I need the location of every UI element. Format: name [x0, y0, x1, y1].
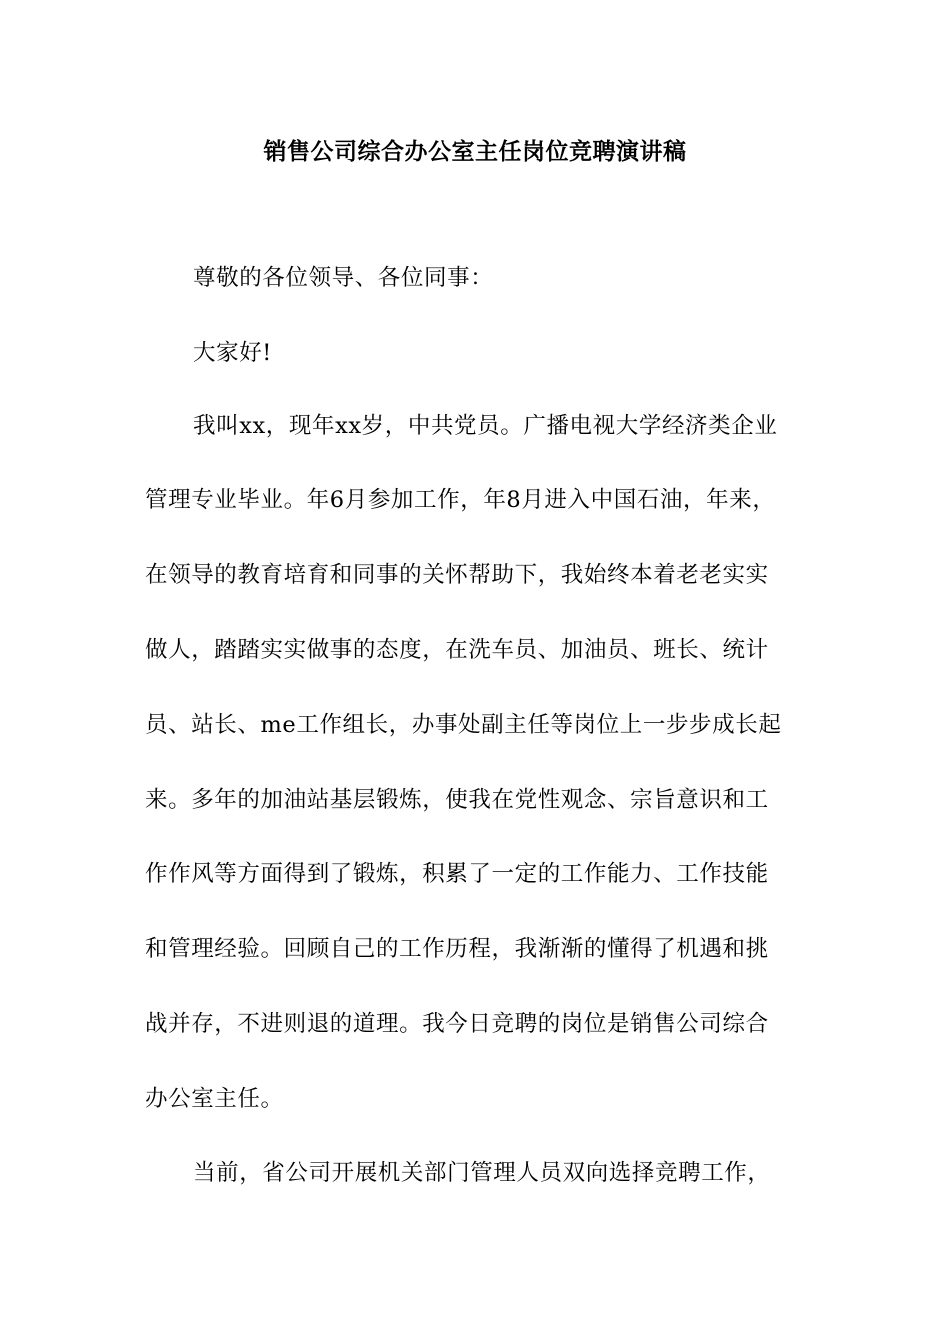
body-line: 战并存，不进则退的道理。我今日竞聘的岗位是销售公司综合 [145, 1011, 769, 1037]
greeting-line: 大家好! [193, 340, 272, 366]
body-line: 办公室主任。 [145, 1086, 284, 1112]
body-line: 我叫xx，现年xx岁，中共党员。广播电视大学经济类企业 [193, 413, 778, 439]
body-line: 员、站长、me工作组长，办事处副主任等岗位上一步步成长起 [145, 712, 782, 738]
body-line: 和管理经验。回顾自己的工作历程，我渐渐的懂得了机遇和挑 [145, 936, 769, 962]
body-line: 在领导的教育培育和同事的关怀帮助下，我始终本着老老实实 [145, 562, 769, 588]
body-line: 当前，省公司开展机关部门管理人员双向选择竞聘工作， [193, 1160, 771, 1186]
body-line: 做人，踏踏实实做事的态度，在洗车员、加油员、班长、统计 [145, 637, 769, 663]
body-line: 来。多年的加油站基层锻炼，使我在党性观念、宗旨意识和工 [145, 787, 769, 813]
document-title: 销售公司综合办公室主任岗位竞聘演讲稿 [263, 139, 687, 165]
body-line: 作作风等方面得到了锻炼，积累了一定的工作能力、工作技能 [145, 861, 769, 887]
salutation-line: 尊敬的各位领导、各位同事： [193, 265, 494, 291]
body-line: 管理专业毕业。年6月参加工作，年8月进入中国石油，年来， [145, 487, 776, 513]
